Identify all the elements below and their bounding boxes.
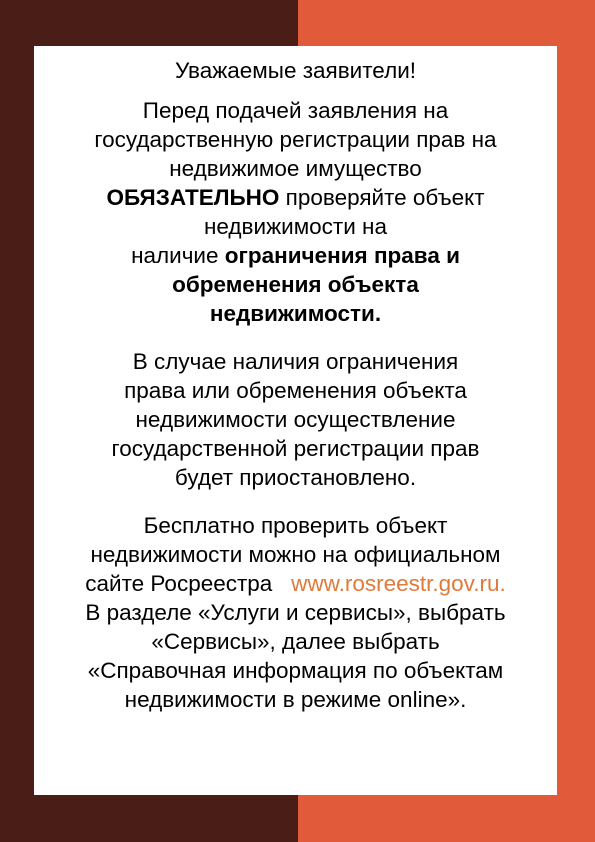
p3-line-4: В разделе «Услуги и сервисы», выбрать [85,600,506,625]
p2-line-5: будет приостановлено. [174,465,417,490]
p2-line-4: государственной регистрации прав [111,436,480,461]
p1-line-7: обременения объекта [172,272,419,297]
notice-paragraph-suspension [34,347,557,492]
notice-paragraph-how-to-check [34,511,557,714]
p1-line-6 [34,241,557,270]
p3-line-7: недвижимости в режиме online». [124,687,467,712]
p1-line-3: недвижимое имущество [169,156,422,181]
rosreestr-website-link[interactable]: www.rosreestr.gov.ru. [291,571,506,596]
p3-line-6: «Справочная информация по объектам [87,658,504,683]
p2-line-3: недвижимости осуществление [135,407,456,432]
p1-line-6-bold: ограничения права и [224,243,460,268]
p2-line-1: В случае наличия ограничения [132,349,459,374]
p3-line-2: недвижимости можно на официальном [90,542,501,567]
p1-line-8: недвижимости. [209,301,382,326]
notice-greeting: Уважаемые заявители! [174,58,417,83]
p1-line-5: недвижимости на [203,214,387,239]
mandatory-emphasis: ОБЯЗАТЕЛЬНО [106,185,280,210]
p1-line-1: Перед подачей заявления на [142,98,449,123]
notice-paragraph-check-encumbrance [34,96,557,328]
p1-line-6-plain: наличие [131,243,225,268]
p3-line-3 [34,569,557,598]
p3-line-3-plain: сайте Росреестра [85,571,292,596]
p2-line-2: права или обременения объекта [124,378,467,403]
notice-card [34,46,557,795]
p1-line-4-rest: проверяйте объект [279,185,485,210]
p3-line-1: Бесплатно проверить объект [143,513,448,538]
p1-line-4 [34,183,557,212]
p1-line-2: государственную регистрации прав на [94,127,497,152]
p3-line-5: «Сервисы», далее выбрать [151,629,440,654]
